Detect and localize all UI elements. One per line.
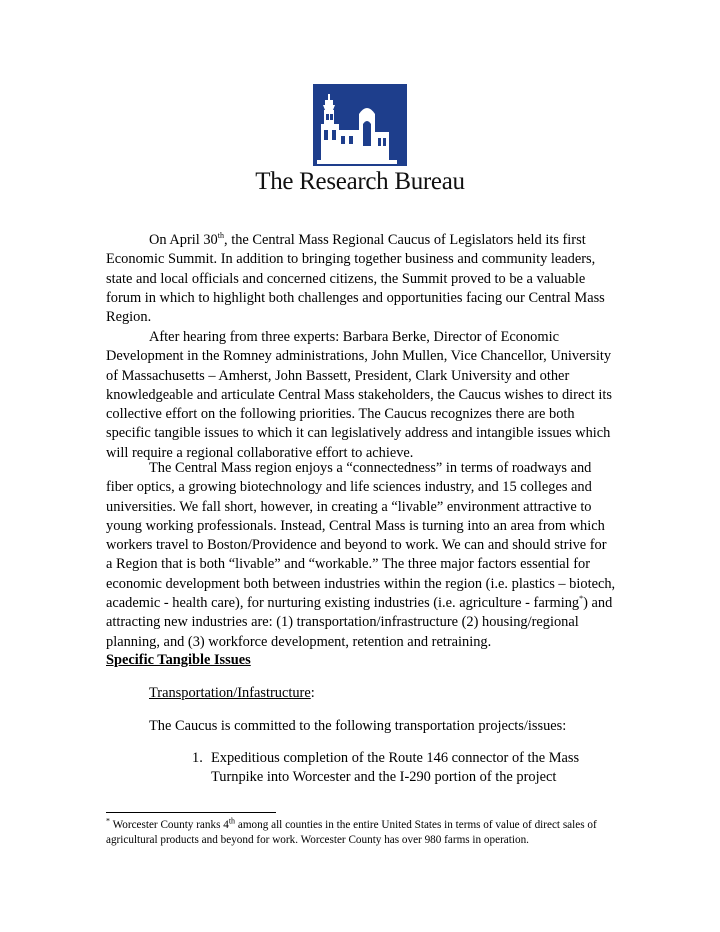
superscript: th xyxy=(217,231,224,241)
subsection-label: Transportation/Infastructure xyxy=(149,685,311,701)
paragraph-text: On April 30 xyxy=(149,232,218,248)
footnote-text: among all counties in the entire United States in terms of value of direct sales of agricultural products and beyond for work. Worcester County has over 980 farms in operation. xyxy=(106,819,597,846)
superscript: th xyxy=(228,816,236,826)
building-emblem-icon xyxy=(313,84,407,166)
footnote xyxy=(106,818,616,848)
section-heading: Specific Tangible Issues xyxy=(106,652,251,668)
caucus-statement: The Caucus is committed to the following transportation projects/issues: xyxy=(149,718,567,734)
subsection-heading xyxy=(149,685,315,702)
footnote-mark: * xyxy=(106,816,110,826)
paragraph-region xyxy=(106,459,616,652)
research-bureau-logo xyxy=(240,84,480,204)
paragraph-text: After hearing from three experts: Barbara Berke, Director of Economic Development in the Romney administrations, John Mullen, Vice Chancellor, University of Massachusetts – Amherst, John Bassett, President, Clark University and other knowledgeable and articulate Central Mass stakeholders, the Caucus wishes to direct its collective effort on the following priorities. The Caucus recognizes there are both specific tangible issues to which it can legislatively address and intangible issues which will require a regional collaborative effort to achieve. xyxy=(106,329,612,461)
logo-wordmark: The Research Bureau xyxy=(255,168,465,195)
list-text: Expeditious completion of the Route 146 connector of the Mass Turnpike into Worcester and the I-290 portion of the project xyxy=(211,750,580,786)
list-number: 1. xyxy=(192,750,203,766)
footnote-ref: * xyxy=(579,594,584,604)
paragraph-text: ) and attracting new industries are: (1) transportation/infrastructure (2) housing/regional planning, and (3) workforce development, retention and retraining. xyxy=(106,595,613,650)
paragraph-text: , the Central Mass Regional Caucus of Legislators held its first Economic Summit. In addition to bringing together business and community leaders, state and local officials and concerned citizens, the Summit proved to be a valuable forum in which to highlight both challenges and opportunities facing our Central Mass Region. xyxy=(106,232,605,326)
paragraph-summit xyxy=(106,231,616,327)
subsection-colon: : xyxy=(310,685,315,701)
paragraph-text: The Central Mass region enjoys a “connectedness” in terms of roadways and fiber optics, a growing biotechnology and life sciences industry, and 15 colleges and universities. We fall short, however, in creating a “livable” environment attractive to young working professionals. Instead, Central Mass is turning into an area from which workers travel to Boston/Providence and beyond to work. We can and should strive for a Region that is both “livable” and “workable.” The three major factors essential for economic development both between industries within the region (i.e. plastics – biotech, academic - health care), for nurturing existing industries (i.e. agriculture - farming xyxy=(106,460,616,612)
paragraph-experts xyxy=(106,328,616,463)
footnote-text: Worcester County ranks 4 xyxy=(110,819,229,831)
footnote-divider xyxy=(106,812,276,813)
